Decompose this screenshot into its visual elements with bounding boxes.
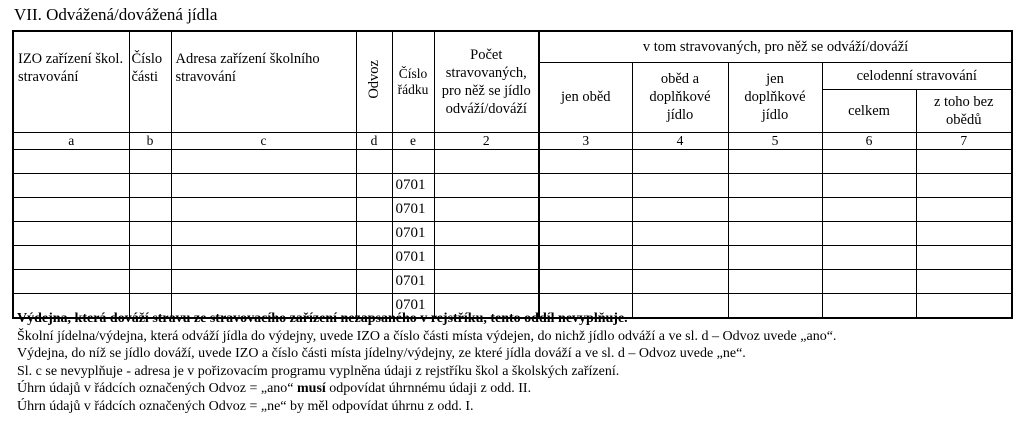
input-cell[interactable] [916,173,1012,197]
column-label: e [392,132,434,149]
input-cell[interactable] [822,197,916,221]
row-number-cell: 0701 [392,221,434,245]
header-odvoz-label: Odvoz [365,59,382,99]
table-row [13,197,1012,221]
input-cell[interactable] [129,269,171,293]
input-cell[interactable] [728,245,822,269]
section-title: VII. Odvážená/dovážená jídla [14,5,218,24]
input-cell[interactable] [822,173,916,197]
table-row [13,221,1012,245]
note-line: Výdejna, do níž se jídlo dováží, uvede IZO a číslo části místa jídelny/výdejny, ze které jídla dováží a ve sl. d – Odvoz uvede „ne“. [17,346,746,361]
column-label: b [129,132,171,149]
header-jen-obed: jen oběd [539,62,632,132]
note-text: odpovídat úhrnnému údaji z odd. II. [325,381,532,396]
input-cell[interactable] [916,149,1012,173]
input-cell[interactable] [129,245,171,269]
input-cell[interactable] [356,149,392,173]
input-cell[interactable] [539,173,632,197]
input-cell[interactable] [13,197,129,221]
header-obed-doplnkove: oběd a doplňkové jídlo [632,62,728,132]
row-number-cell: 0701 [392,269,434,293]
row-number-cell: 0701 [392,293,434,318]
column-label-row [13,132,1012,149]
input-cell[interactable] [728,197,822,221]
input-cell[interactable] [539,149,632,173]
input-cell[interactable] [171,173,356,197]
input-cell[interactable] [916,221,1012,245]
input-cell[interactable] [434,173,539,197]
input-cell[interactable] [632,221,728,245]
input-cell[interactable] [171,197,356,221]
input-cell[interactable] [434,245,539,269]
input-cell[interactable] [728,173,822,197]
input-cell[interactable] [171,245,356,269]
input-cell[interactable] [13,149,129,173]
input-cell[interactable] [171,221,356,245]
column-label: 2 [434,132,539,149]
input-cell[interactable] [539,269,632,293]
input-cell[interactable] [822,149,916,173]
column-label: 5 [728,132,822,149]
note-line: Školní jídelna/výdejna, která odváží jídla do výdejny, uvede IZO a číslo části místa výdejen, do nichž jídlo odváží a ve sl. d – Odvoz uvede „ano“. [17,328,837,344]
table-row [13,245,1012,269]
input-cell[interactable] [632,173,728,197]
meals-table [12,30,1013,319]
input-cell[interactable] [539,221,632,245]
row-number-cell [392,149,434,173]
header-v-tom: v tom stravovaných, pro něž se odváží/dováží [539,31,1012,62]
input-cell[interactable] [129,173,171,197]
input-cell[interactable] [822,221,916,245]
column-label: 4 [632,132,728,149]
input-cell[interactable] [916,197,1012,221]
input-cell[interactable] [728,269,822,293]
note-line: Sl. c se nevyplňuje - adresa je v pořizovacím programu vyplněna údaji z rejstříku škol a školských zařízení. [17,363,620,379]
row-number-cell: 0701 [392,245,434,269]
input-cell[interactable] [13,221,129,245]
input-cell[interactable] [539,245,632,269]
notes [17,310,836,415]
input-cell[interactable] [632,245,728,269]
input-cell[interactable] [434,221,539,245]
input-cell[interactable] [822,245,916,269]
row-number-cell: 0701 [392,173,434,197]
header-izo: IZO zařízení škol. stravování [13,31,129,132]
column-label: 3 [539,132,632,149]
input-cell[interactable] [434,269,539,293]
input-cell[interactable] [356,269,392,293]
header-pocet: Počet stravovaných, pro něž se jídlo odváží/dováží [434,31,539,132]
note-line [17,380,836,398]
header-jen-doplnkove: jen doplňkové jídlo [728,62,822,132]
table-row [13,149,1012,173]
table-row [13,269,1012,293]
input-cell[interactable] [539,197,632,221]
input-cell[interactable] [916,269,1012,293]
note-line: Úhrn údajů v řádcích označených Odvoz = „ne“ by měl odpovídat úhrnu z odd. I. [17,398,474,414]
input-cell[interactable] [356,173,392,197]
input-cell[interactable] [916,245,1012,269]
input-cell[interactable] [356,197,392,221]
input-cell[interactable] [434,197,539,221]
header-cislo-radku: Číslo řádku [392,31,434,132]
input-cell[interactable] [171,269,356,293]
input-cell[interactable] [632,269,728,293]
header-celodenni: celodenní stravování [822,62,1012,89]
column-label: 7 [916,132,1012,149]
column-label: a [13,132,129,149]
input-cell[interactable] [916,293,1012,318]
input-cell[interactable] [728,221,822,245]
input-cell[interactable] [632,149,728,173]
column-label: 6 [822,132,916,149]
column-label: c [171,132,356,149]
header-z-toho: z toho bez obědů [916,89,1012,132]
header-celkem: celkem [822,89,916,132]
table-row [13,173,1012,197]
input-cell[interactable] [129,197,171,221]
input-cell[interactable] [129,221,171,245]
input-cell[interactable] [13,173,129,197]
header-cislo-casti: Číslo části [129,31,171,132]
input-cell[interactable] [728,149,822,173]
input-cell[interactable] [356,245,392,269]
input-cell[interactable] [822,269,916,293]
note-line: Výdejna, která dováží stravu ze stravovacího zařízení nezapsaného v rejstříku, tento oddíl nevyplňuje. [17,311,628,326]
header-adresa: Adresa zařízení školního stravování [171,31,356,132]
header-odvoz [356,31,392,132]
input-cell[interactable] [356,221,392,245]
input-cell[interactable] [13,269,129,293]
input-cell[interactable] [171,149,356,173]
input-cell[interactable] [632,197,728,221]
column-label: d [356,132,392,149]
note-bold-word: musí [297,381,326,396]
input-cell[interactable] [434,149,539,173]
row-number-cell: 0701 [392,197,434,221]
input-cell[interactable] [13,245,129,269]
note-text: Úhrn údajů v řádcích označených Odvoz = „ano“ [17,381,297,396]
data-rows [13,149,1012,318]
input-cell[interactable] [129,149,171,173]
